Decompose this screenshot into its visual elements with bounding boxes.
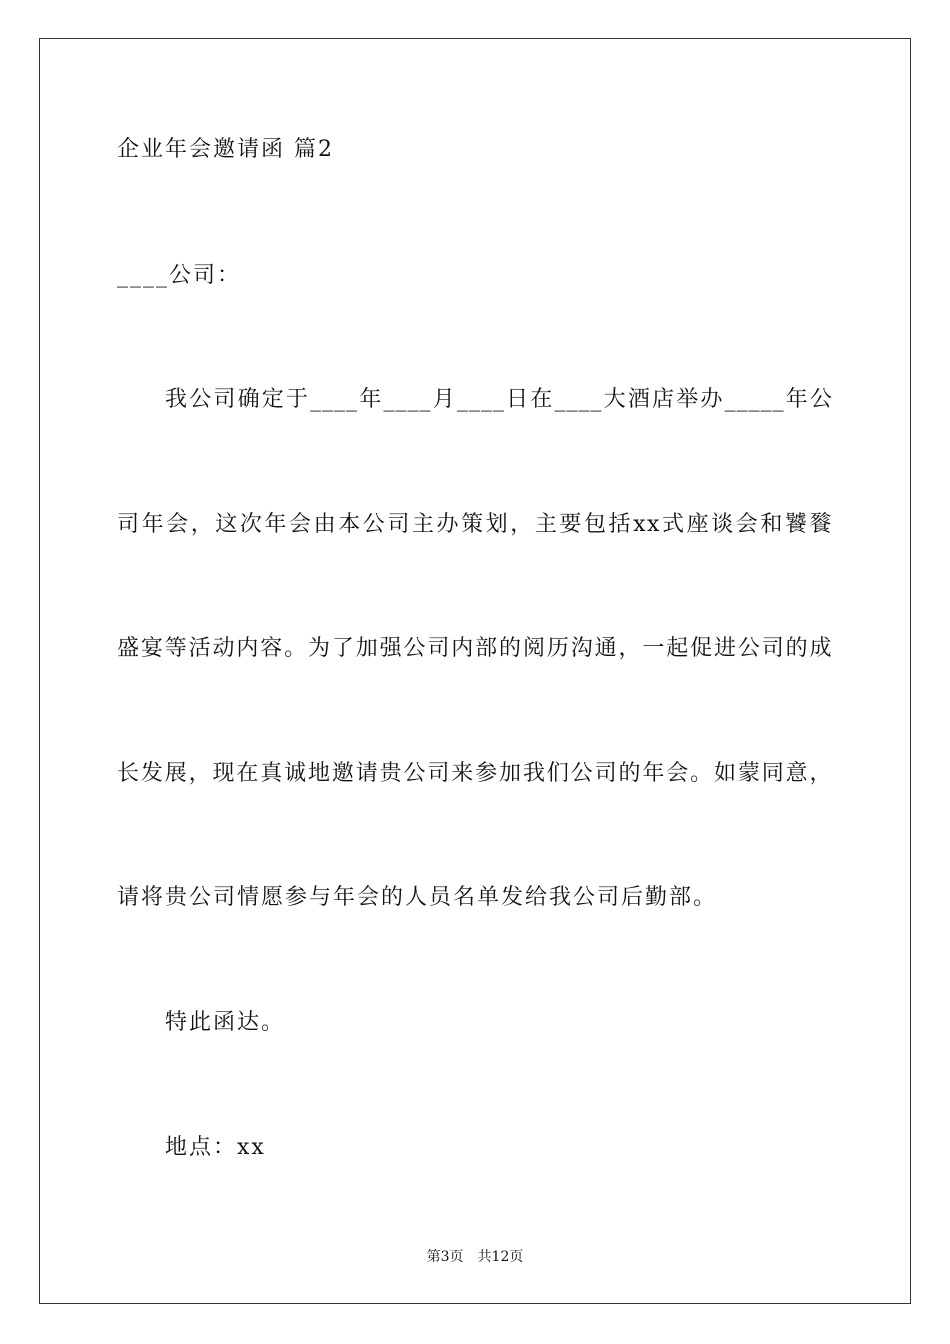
page-number-footer: 第3页 共12页 — [426, 1249, 524, 1265]
paragraph-line-5: 请将贵公司情愿参与年会的人员名单发给我公司后勤部。 — [117, 885, 718, 910]
page-frame — [39, 38, 911, 1304]
paragraph-line-2: 司年会，这次年会由本公司主办策划，主要包括xx式座谈会和饕餮 — [117, 512, 833, 537]
salutation: ____公司： — [117, 263, 242, 288]
paragraph-line-1: 我公司确定于____年____月____日在____大酒店举办_____年公 — [165, 387, 833, 412]
paragraph-line-4: 长发展，现在真诚地邀请贵公司来参加我们公司的年会。如蒙同意， — [117, 761, 833, 786]
location-text: 地点：xx — [165, 1135, 266, 1160]
paragraph-line-3: 盛宴等活动内容。为了加强公司内部的阅历沟通，一起促进公司的成 — [117, 636, 833, 661]
document-heading: 企业年会邀请函 篇2 — [117, 137, 334, 162]
closing-text: 特此函达。 — [165, 1010, 286, 1035]
